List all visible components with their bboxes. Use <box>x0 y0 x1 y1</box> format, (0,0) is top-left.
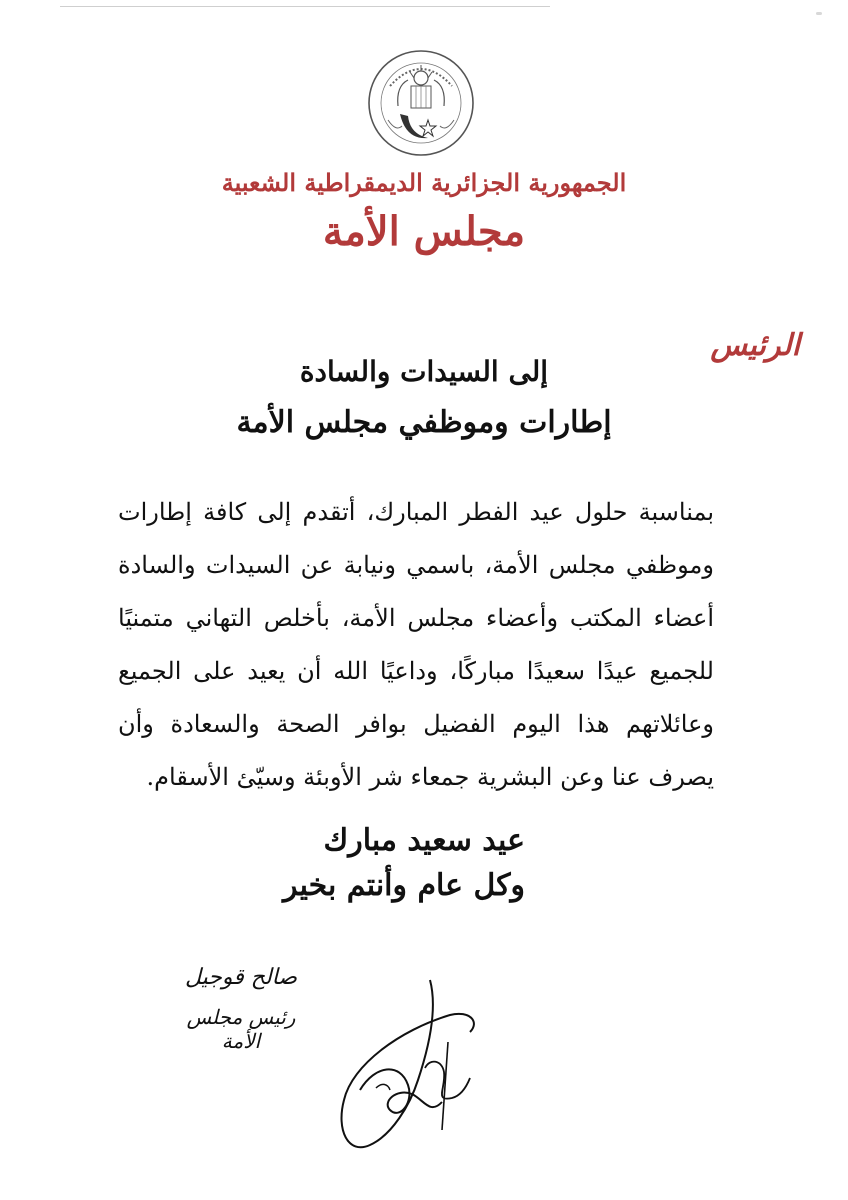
republic-name: الجمهورية الجزائرية الديمقراطية الشعبية <box>221 168 627 197</box>
letter-body: بمناسبة حلول عيد الفطر المبارك، أتقدم إلى كافة إطارات وموظفي مجلس الأمة، باسمي ونيابة عن السيدات والسادة أعضاء المكتب وأعضاء مجلس الأمة، بأخلص التهاني متمنيًا للجميع عيدًا سعيدًا مباركًا، وداعيًا الله أن يعيد على الجميع وعائلاتهم هذا اليوم الفضيل بوافر الصحة والسعادة وأن يصرف عنا وعن البشرية جمعاء شر الأوبئة وسيّئ الأسقام. <box>118 498 714 791</box>
greeting-line-2: وكل عام وأنتم بخير <box>283 868 525 903</box>
scan-edge-line <box>60 6 550 7</box>
handwritten-signature-icon <box>330 970 490 1160</box>
scan-speck <box>816 12 822 15</box>
address-line-1: إلى السيدات والسادة <box>299 355 549 388</box>
state-seal-icon <box>366 48 476 158</box>
council-name: مجلس الأمة <box>322 208 526 255</box>
address-line-2: إطارات وموظفي مجلس الأمة <box>236 405 612 440</box>
greeting-line-1: عيد سعيد مبارك <box>323 823 525 858</box>
signer-name: صالح قوجيل <box>184 965 298 990</box>
signer-title: رئيس مجلس الأمة <box>186 1005 296 1053</box>
president-mark: الرئيس <box>710 328 800 363</box>
